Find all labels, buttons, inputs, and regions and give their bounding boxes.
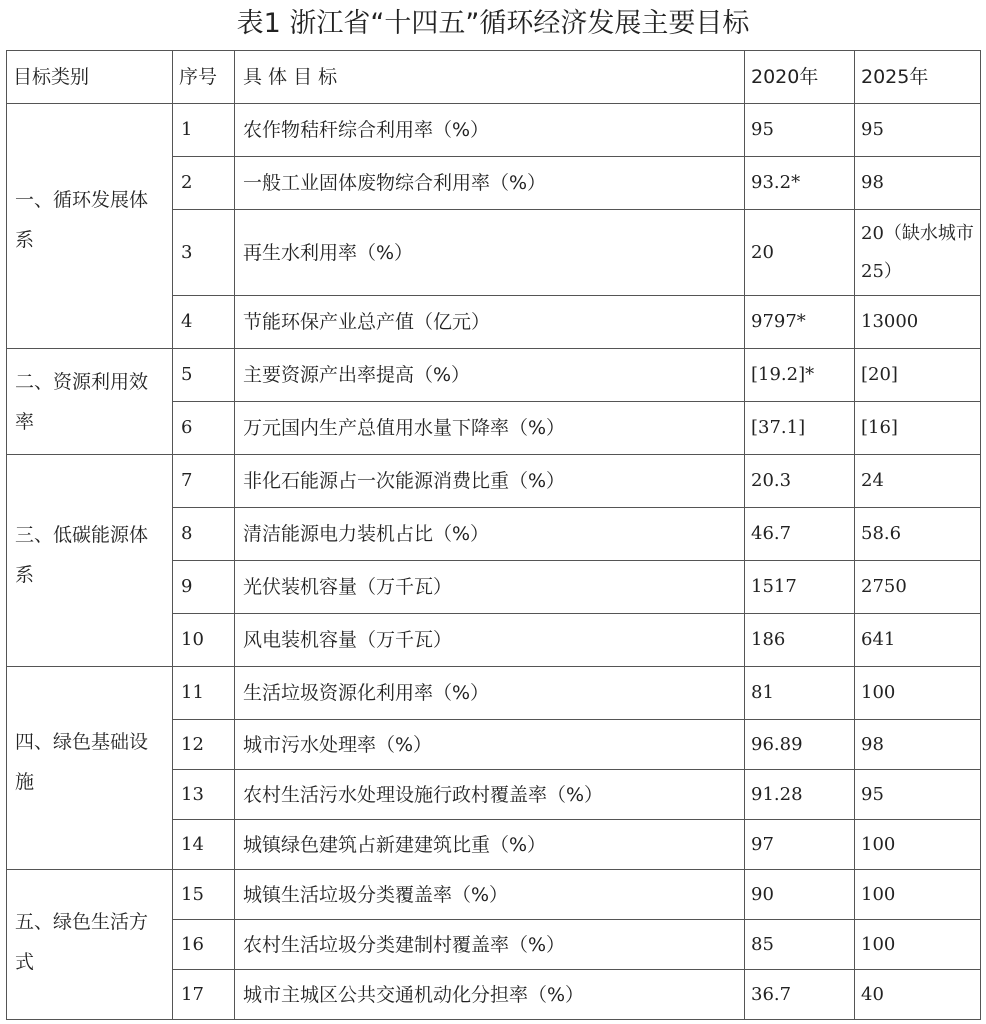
target-cell: 城镇生活垃圾分类覆盖率（%）	[235, 870, 745, 920]
header-2025: 2025年	[855, 51, 981, 104]
target-cell: 清洁能源电力装机占比（%）	[235, 508, 745, 561]
target-cell: 节能环保产业总产值（亿元）	[235, 296, 745, 349]
seq-cell: 16	[173, 920, 235, 970]
value-2025-cell: 100	[855, 820, 981, 870]
seq-cell: 11	[173, 667, 235, 720]
value-2025-cell: 95	[855, 104, 981, 157]
value-2025-cell: 40	[855, 970, 981, 1020]
table-row	[7, 104, 981, 157]
table-row	[7, 455, 981, 508]
value-2025-cell: 2750	[855, 561, 981, 614]
category-label: 五、绿色生活方式	[15, 910, 149, 973]
target-cell: 城镇绿色建筑占新建建筑比重（%）	[235, 820, 745, 870]
value-2020-cell: 36.7	[745, 970, 855, 1020]
target-cell: 生活垃圾资源化利用率（%）	[235, 667, 745, 720]
seq-cell: 1	[173, 104, 235, 157]
target-cell: 风电装机容量（万千瓦）	[235, 614, 745, 667]
value-2020-cell: 20	[745, 210, 855, 296]
seq-cell: 9	[173, 561, 235, 614]
value-2020-cell: [19.2]*	[745, 349, 855, 402]
target-cell: 农作物秸秆综合利用率（%）	[235, 104, 745, 157]
value-2020-cell: 91.28	[745, 770, 855, 820]
value-2020-cell: 20.3	[745, 455, 855, 508]
header-row	[7, 51, 981, 104]
value-2020-cell: 1517	[745, 561, 855, 614]
target-cell: 光伏装机容量（万千瓦）	[235, 561, 745, 614]
value-2020-cell: 9797*	[745, 296, 855, 349]
value-2025-cell: 100	[855, 920, 981, 970]
value-2025-cell: 95	[855, 770, 981, 820]
table-row	[7, 349, 981, 402]
seq-cell: 8	[173, 508, 235, 561]
value-2025-cell: 20（缺水城市25）	[855, 210, 981, 296]
value-2025-cell: 641	[855, 614, 981, 667]
target-cell: 城市主城区公共交通机动化分担率（%）	[235, 970, 745, 1020]
target-cell: 非化石能源占一次能源消费比重（%）	[235, 455, 745, 508]
header-target: 具 体 目 标	[235, 51, 745, 104]
seq-cell: 5	[173, 349, 235, 402]
value-2020-cell: 95	[745, 104, 855, 157]
category-label: 四、绿色基础设施	[15, 731, 149, 793]
category-cell	[7, 870, 173, 1020]
table-row	[7, 870, 981, 920]
table-title: 表1 浙江省“十四五”循环经济发展主要目标	[236, 8, 750, 39]
seq-cell: 17	[173, 970, 235, 1020]
value-2020-cell: 97	[745, 820, 855, 870]
seq-cell: 2	[173, 157, 235, 210]
seq-cell: 3	[173, 210, 235, 296]
seq-cell: 7	[173, 455, 235, 508]
value-2020-cell: 93.2*	[745, 157, 855, 210]
target-cell: 城市污水处理率（%）	[235, 720, 745, 770]
targets-table	[6, 50, 981, 1020]
seq-cell: 6	[173, 402, 235, 455]
seq-cell: 14	[173, 820, 235, 870]
category-cell	[7, 667, 173, 870]
value-2025-cell: 98	[855, 720, 981, 770]
header-seq: 序号	[173, 51, 235, 104]
value-2025-cell: 24	[855, 455, 981, 508]
value-2020-cell: 90	[745, 870, 855, 920]
value-2020-cell: 96.89	[745, 720, 855, 770]
value-2020-cell: 46.7	[745, 508, 855, 561]
category-label: 三、低碳能源体系	[15, 523, 149, 586]
target-cell: 一般工业固体废物综合利用率（%）	[235, 157, 745, 210]
value-2025-cell: 100	[855, 667, 981, 720]
category-cell	[7, 349, 173, 455]
target-cell: 农村生活污水处理设施行政村覆盖率（%）	[235, 770, 745, 820]
value-2025-cell: [16]	[855, 402, 981, 455]
value-2020-cell: 81	[745, 667, 855, 720]
value-2025-cell: 98	[855, 157, 981, 210]
value-2025-cell: 13000	[855, 296, 981, 349]
seq-cell: 13	[173, 770, 235, 820]
category-cell	[7, 104, 173, 349]
target-cell: 主要资源产出率提高（%）	[235, 349, 745, 402]
seq-cell: 15	[173, 870, 235, 920]
value-2020-cell: 85	[745, 920, 855, 970]
category-cell	[7, 455, 173, 667]
target-cell: 再生水利用率（%）	[235, 210, 745, 296]
value-2020-cell: 186	[745, 614, 855, 667]
seq-cell: 10	[173, 614, 235, 667]
header-2020: 2020年	[745, 51, 855, 104]
value-2025-cell: 58.6	[855, 508, 981, 561]
target-cell: 农村生活垃圾分类建制村覆盖率（%）	[235, 920, 745, 970]
seq-cell: 4	[173, 296, 235, 349]
value-2025-cell: 100	[855, 870, 981, 920]
category-label: 二、资源利用效率	[15, 370, 149, 433]
header-category: 目标类别	[7, 51, 173, 104]
table-row	[7, 667, 981, 720]
value-2020-cell: [37.1]	[745, 402, 855, 455]
target-cell: 万元国内生产总值用水量下降率（%）	[235, 402, 745, 455]
value-2025-cell: [20]	[855, 349, 981, 402]
category-label: 一、循环发展体系	[15, 189, 149, 251]
seq-cell: 12	[173, 720, 235, 770]
